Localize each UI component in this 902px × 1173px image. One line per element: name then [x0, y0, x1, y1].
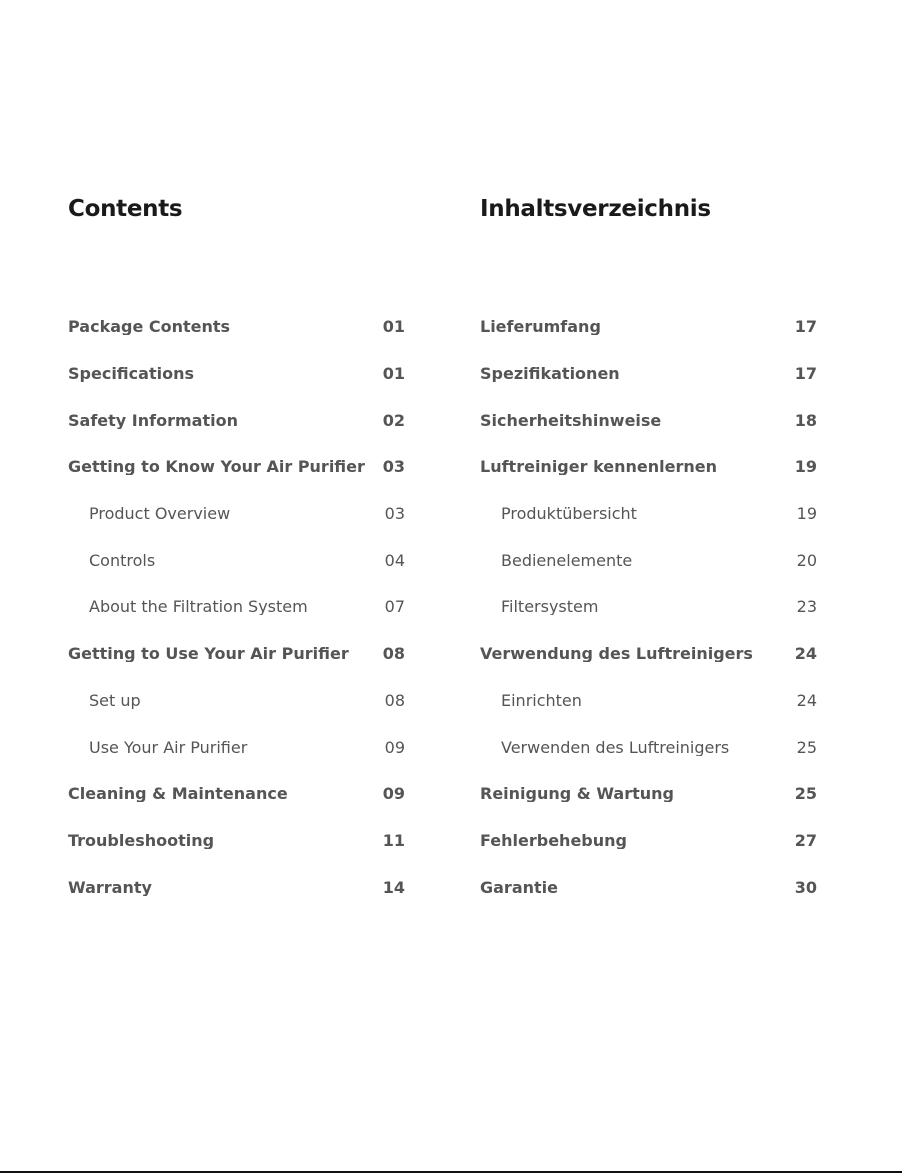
- toc-entry-label: Getting to Know Your Air Purifier: [68, 459, 365, 476]
- german-contents-heading: Inhaltsverzeichnis: [480, 196, 711, 222]
- toc-page-number: 25: [796, 737, 817, 757]
- toc-entry[interactable]: [68, 491, 405, 538]
- toc-page-number: 20: [796, 550, 817, 570]
- toc-page-number: 09: [384, 737, 405, 757]
- toc-entry[interactable]: [68, 351, 405, 398]
- toc-entry[interactable]: [480, 491, 817, 538]
- toc-entry-label: Specifications: [68, 366, 194, 383]
- toc-entry-label: Product Overview: [89, 506, 231, 523]
- toc-entry[interactable]: [68, 397, 405, 444]
- toc-entry-label: Verwendung des Luftreinigers: [480, 646, 753, 663]
- toc-entry[interactable]: [480, 864, 817, 911]
- toc-entry-label: Bedienelemente: [501, 552, 633, 569]
- toc-entry-label: Cleaning & Maintenance: [68, 786, 288, 803]
- toc-entry[interactable]: [68, 631, 405, 678]
- toc-page-number: 24: [796, 690, 817, 710]
- toc-entry[interactable]: [480, 771, 817, 818]
- toc-page-number: 17: [794, 364, 817, 384]
- toc-entry-label: Package Contents: [68, 319, 231, 336]
- toc-page-number: 27: [794, 830, 817, 850]
- toc-entry[interactable]: [68, 304, 405, 351]
- toc-page-number: 19: [796, 504, 817, 524]
- toc-entry[interactable]: [480, 631, 817, 678]
- toc-entry[interactable]: [480, 397, 817, 444]
- toc-entry[interactable]: [480, 304, 817, 351]
- toc-entry-label: Safety Information: [68, 412, 238, 429]
- toc-entry[interactable]: [68, 864, 405, 911]
- toc-entry[interactable]: [68, 724, 405, 771]
- toc-entry-label: Controls: [89, 552, 156, 569]
- toc-entry[interactable]: [480, 584, 817, 631]
- toc-page-number: 23: [796, 597, 817, 617]
- toc-page-number: 17: [794, 317, 817, 337]
- toc-page-number: 24: [794, 644, 817, 664]
- toc-entry[interactable]: [480, 537, 817, 584]
- toc-entry-label: Garantie: [480, 879, 558, 896]
- toc-page-number: 11: [382, 830, 405, 850]
- toc-entry-label: Luftreiniger kennenlernen: [480, 459, 718, 476]
- toc-entry-label: Produktübersicht: [501, 506, 637, 523]
- toc-entry-label: Reinigung & Wartung: [480, 786, 674, 803]
- toc-entry[interactable]: [68, 678, 405, 725]
- toc-page-number: 25: [794, 784, 817, 804]
- toc-entry-label: Spezifikationen: [480, 366, 620, 383]
- toc-entry[interactable]: [480, 444, 817, 491]
- toc-page-number: 14: [382, 877, 405, 897]
- toc-entry[interactable]: [68, 771, 405, 818]
- toc-page-number: 07: [384, 597, 405, 617]
- toc-entry[interactable]: [480, 351, 817, 398]
- toc-entry-label: Verwenden des Luftreinigers: [501, 739, 730, 756]
- toc-page-number: 18: [794, 410, 817, 430]
- english-contents-heading: Contents: [68, 196, 183, 222]
- toc-page-number: 01: [382, 317, 405, 337]
- toc-entry-label: Warranty: [68, 879, 152, 896]
- toc-entry-label: Fehlerbehebung: [480, 832, 627, 849]
- toc-entry[interactable]: [68, 444, 405, 491]
- toc-entry[interactable]: [480, 678, 817, 725]
- toc-entry-label: Troubleshooting: [68, 832, 215, 849]
- toc-entry-label: Lieferumfang: [480, 319, 601, 336]
- toc-entry-label: Getting to Use Your Air Purifier: [68, 646, 349, 663]
- toc-entry-label: Set up: [89, 692, 141, 709]
- toc-entry[interactable]: [68, 537, 405, 584]
- toc-page-number: 09: [382, 784, 405, 804]
- toc-entry-label: Filtersystem: [501, 599, 599, 616]
- toc-page-number: 30: [794, 877, 817, 897]
- toc-page-number: 02: [382, 410, 405, 430]
- toc-entry[interactable]: [480, 818, 817, 865]
- toc-entry[interactable]: [68, 818, 405, 865]
- toc-entry-label: Sicherheitshinweise: [480, 412, 662, 429]
- toc-page-number: 03: [382, 457, 405, 477]
- toc-page-number: 03: [384, 504, 405, 524]
- toc-page-number: 04: [384, 550, 405, 570]
- german-toc-list: [480, 304, 817, 911]
- toc-entry-label: Use Your Air Purifier: [89, 739, 248, 756]
- toc-page-number: 08: [384, 690, 405, 710]
- toc-page-number: 01: [382, 364, 405, 384]
- toc-entry-label: About the Filtration System: [89, 599, 308, 616]
- toc-entry[interactable]: [68, 584, 405, 631]
- english-toc-list: [68, 304, 405, 911]
- toc-page-number: 08: [382, 644, 405, 664]
- toc-entry[interactable]: [480, 724, 817, 771]
- toc-page-number: 19: [794, 457, 817, 477]
- toc-entry-label: Einrichten: [501, 692, 582, 709]
